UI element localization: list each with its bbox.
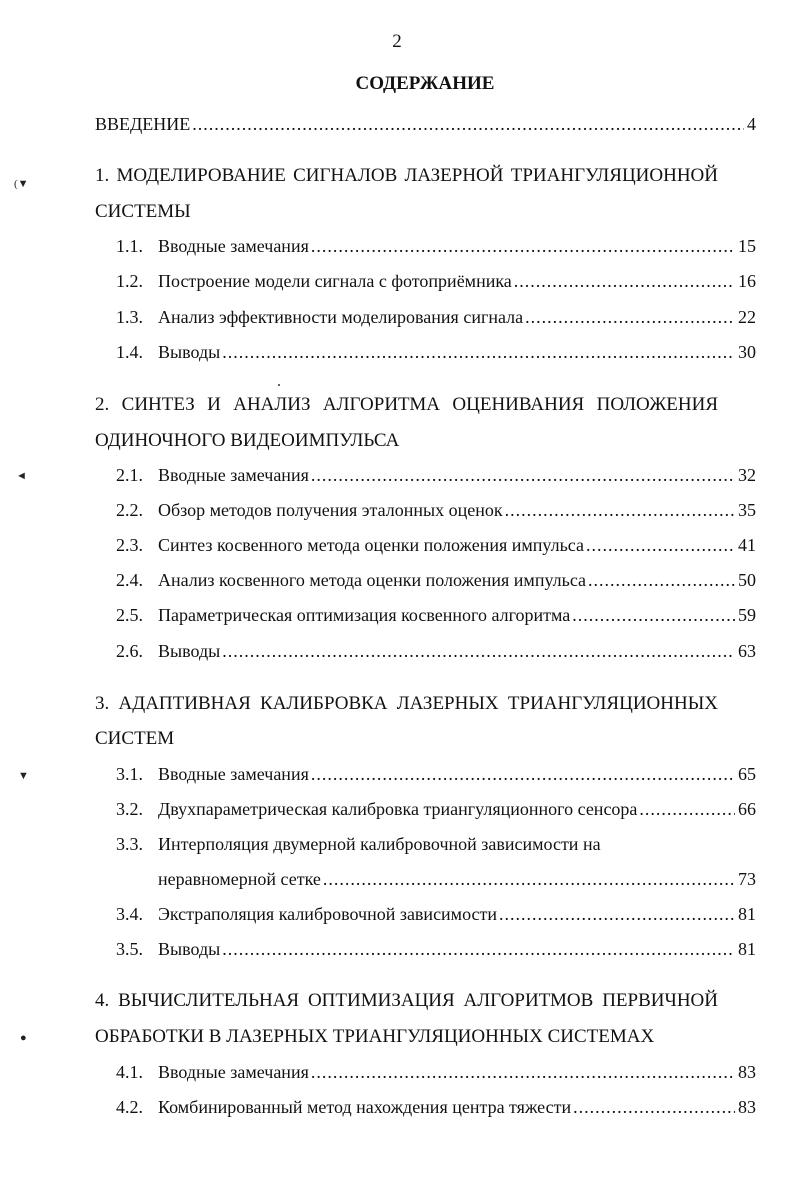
toc-entry-section[interactable] — [116, 233, 756, 259]
section-number: 2.6. — [116, 641, 143, 661]
section-title: Обзор методов получения эталонных оценок — [158, 500, 503, 520]
dot-leader — [323, 866, 735, 892]
toc-page-number: 35 — [738, 500, 756, 520]
section-title: Вводные замечания — [158, 1062, 309, 1082]
toc-page-number: 16 — [738, 271, 756, 291]
dot-leader — [588, 567, 735, 593]
dot-leader — [499, 901, 735, 927]
section-number: 2.3. — [116, 535, 143, 555]
section-title: Экстраполяция калибровочной зависимости — [158, 904, 498, 924]
toc-page-number: 59 — [738, 605, 756, 625]
toc-page-number: 73 — [738, 869, 756, 889]
toc-entry-section[interactable] — [116, 761, 756, 787]
dot-leader — [572, 602, 735, 628]
toc-page-number: 30 — [738, 342, 756, 362]
section-title: Выводы — [158, 342, 221, 362]
section-title: Параметрическая оптимизация косвенного алгоритма — [158, 605, 571, 625]
dot-leader — [505, 497, 735, 523]
page-number: 2 — [392, 31, 402, 52]
dot-leader — [311, 462, 735, 488]
dot-leader — [586, 532, 735, 558]
scan-mark-icon: (▼ — [14, 178, 29, 190]
toc-page-number: 32 — [738, 465, 756, 485]
section-title: Вводные замечания — [158, 764, 309, 784]
toc-entry-section[interactable] — [116, 602, 756, 628]
chapter-4-heading-cont[interactable]: ОБРАБОТКИ В ЛАЗЕРНЫХ ТРИАНГУЛЯЦИОННЫХ СИСТЕМАХ — [95, 1026, 655, 1047]
section-number: 1.4. — [116, 342, 143, 362]
chapter-3-heading-cont[interactable]: СИСТЕМ — [95, 728, 175, 749]
toc-entry-section[interactable] — [116, 831, 756, 857]
toc-page-number: 15 — [738, 236, 756, 256]
section-number: 3.1. — [116, 764, 143, 784]
dot-leader — [222, 936, 735, 962]
section-title: Анализ косвенного метода оценки положения импульса — [158, 570, 587, 590]
dot-leader — [525, 304, 735, 330]
toc-entry-label: ВВЕДЕНИЕ — [95, 114, 191, 134]
section-number: 2.2. — [116, 500, 143, 520]
dot-leader — [311, 761, 735, 787]
toc-entry-section[interactable] — [116, 901, 756, 927]
dot-leader — [311, 1059, 735, 1085]
chapter-3-heading[interactable]: 3. АДАПТИВНАЯ КАЛИБРОВКА ЛАЗЕРНЫХ ТРИАНГУЛЯЦИОННЫХ — [95, 693, 718, 714]
dot-leader — [222, 638, 735, 664]
scan-mark-icon: ▼ — [18, 770, 29, 782]
section-number: 4.2. — [116, 1097, 143, 1117]
section-title: Построение модели сигнала с фотоприёмника — [158, 271, 512, 291]
section-title-cont: неравномерной сетке — [158, 869, 321, 889]
toc-entry-section[interactable] — [116, 462, 756, 488]
section-title: Комбинированный метод нахождения центра тяжести — [158, 1097, 572, 1117]
section-number: 2.1. — [116, 465, 143, 485]
section-title: Синтез косвенного метода оценки положения импульса — [158, 535, 584, 555]
toc-entry-section[interactable] — [116, 638, 756, 664]
section-number: 2.5. — [116, 605, 143, 625]
section-number: 3.2. — [116, 799, 143, 819]
toc-page-number: 81 — [738, 939, 756, 959]
section-number: 3.3. — [116, 834, 143, 854]
toc-entry-section[interactable] — [116, 567, 756, 593]
toc-entry-introduction[interactable] — [95, 111, 756, 137]
toc-entry-section[interactable] — [116, 339, 756, 365]
chapter-2-heading[interactable]: 2. СИНТЕЗ И АНАЛИЗ АЛГОРИТМА ОЦЕНИВАНИЯ ПОЛОЖЕНИЯ — [95, 394, 718, 415]
section-title: Вводные замечания — [158, 236, 309, 256]
toc-entry-section-cont[interactable] — [158, 866, 756, 892]
chapter-2-heading-cont[interactable]: ОДИНОЧНОГО ВИДЕОИМПУЛЬСА — [95, 430, 400, 451]
section-number: 4.1. — [116, 1062, 143, 1082]
toc-entry-section[interactable] — [116, 796, 756, 822]
dot-leader — [639, 796, 735, 822]
dot-leader — [573, 1094, 735, 1120]
toc-entry-section[interactable] — [116, 497, 756, 523]
toc-entry-section[interactable] — [116, 1059, 756, 1085]
toc-entry-section[interactable] — [116, 304, 756, 330]
toc-entry-section[interactable] — [116, 1094, 756, 1120]
section-title: Анализ эффективности моделирования сигнала — [158, 307, 524, 327]
dot-leader — [222, 339, 735, 365]
section-title: Выводы — [158, 641, 221, 661]
section-title: Выводы — [158, 939, 221, 959]
toc-page-number: 41 — [738, 535, 756, 555]
dot-leader — [514, 268, 735, 294]
section-title: Вводные замечания — [158, 465, 309, 485]
toc-page-number: 22 — [738, 307, 756, 327]
toc-title: СОДЕРЖАНИЕ — [355, 73, 495, 94]
dot-leader — [311, 233, 735, 259]
toc-page-number: 83 — [738, 1097, 756, 1117]
toc-entry-section[interactable] — [116, 936, 756, 962]
toc-page-number: 50 — [738, 570, 756, 590]
chapter-4-heading[interactable]: 4. ВЫЧИСЛИТЕЛЬНАЯ ОПТИМИЗАЦИЯ АЛГОРИТМОВ ПЕРВИЧНОЙ — [95, 990, 718, 1011]
scan-mark-icon: ◄ — [16, 470, 27, 482]
dot-leader — [192, 111, 744, 137]
toc-entry-section[interactable] — [116, 268, 756, 294]
scan-mark-icon: ● — [20, 1032, 27, 1044]
section-number: 1.2. — [116, 271, 143, 291]
chapter-1-heading-cont[interactable]: СИСТЕМЫ — [95, 201, 191, 222]
section-number: 1.1. — [116, 236, 143, 256]
toc-page-number: 63 — [738, 641, 756, 661]
toc-page-number: 65 — [738, 764, 756, 784]
toc-page-number: 81 — [738, 904, 756, 924]
toc-page-number: 83 — [738, 1062, 756, 1082]
section-title: Интерполяция двумерной калибровочной зависимости на — [158, 834, 601, 854]
section-number: 2.4. — [116, 570, 143, 590]
toc-page-number: 66 — [738, 799, 756, 819]
scan-speck — [278, 384, 280, 386]
toc-page-number: 4 — [747, 114, 756, 134]
section-title: Двухпараметрическая калибровка триангуляционного сенсора — [158, 799, 638, 819]
section-number: 3.5. — [116, 939, 143, 959]
section-number: 3.4. — [116, 904, 143, 924]
chapter-1-heading[interactable]: 1. МОДЕЛИРОВАНИЕ СИГНАЛОВ ЛАЗЕРНОЙ ТРИАНГУЛЯЦИОННОЙ — [95, 165, 718, 186]
toc-entry-section[interactable] — [116, 532, 756, 558]
section-number: 1.3. — [116, 307, 143, 327]
